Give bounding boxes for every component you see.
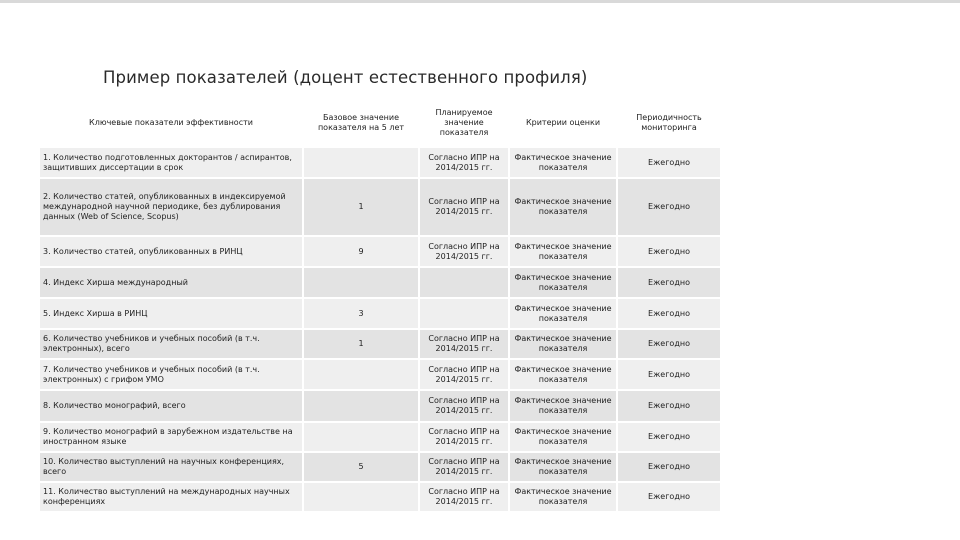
base-value [304,483,418,511]
period-value: Ежегодно [618,148,720,177]
planned-value [420,268,508,297]
base-value: 1 [304,330,418,358]
planned-value: Согласно ИПР на 2014/2015 гг. [420,483,508,511]
criteria-value: Фактическое значение показателя [510,360,616,389]
criteria-value: Фактическое значение показателя [510,179,616,235]
table-row [40,237,720,266]
base-value [304,148,418,177]
table-row [40,330,720,358]
planned-value: Согласно ИПР на 2014/2015 гг. [420,237,508,266]
table-row [40,453,720,481]
period-value: Ежегодно [618,360,720,389]
table-header-row [40,100,720,146]
base-value: 3 [304,299,418,328]
table-row [40,483,720,511]
header-planned: Планируемое значение показателя [420,100,508,146]
indicator-name: 8. Количество монографий, всего [40,391,302,421]
base-value [304,391,418,421]
indicator-name: 1. Количество подготовленных докторантов / аспирантов, защитивших диссертации в срок [40,148,302,177]
table-row [40,148,720,177]
indicator-name: 2. Количество статей, опубликованных в индексируемой международной научной периодике, без дублирования данных (Web of Science, Scopus) [40,179,302,235]
criteria-value: Фактическое значение показателя [510,330,616,358]
planned-value: Согласно ИПР на 2014/2015 гг. [420,453,508,481]
planned-value: Согласно ИПР на 2014/2015 гг. [420,391,508,421]
base-value [304,423,418,451]
base-value: 5 [304,453,418,481]
indicator-name: 11. Количество выступлений на международных научных конференциях [40,483,302,511]
header-criteria: Критерии оценки [510,100,616,146]
planned-value: Согласно ИПР на 2014/2015 гг. [420,423,508,451]
planned-value: Согласно ИПР на 2014/2015 гг. [420,179,508,235]
header-indicator: Ключевые показатели эффективности [40,100,302,146]
period-value: Ежегодно [618,179,720,235]
indicator-name: 7. Количество учебников и учебных пособий (в т.ч. электронных) с грифом УМО [40,360,302,389]
criteria-value: Фактическое значение показателя [510,237,616,266]
planned-value: Согласно ИПР на 2014/2015 гг. [420,360,508,389]
table-row [40,268,720,297]
period-value: Ежегодно [618,299,720,328]
base-value: 9 [304,237,418,266]
indicator-name: 4. Индекс Хирша международный [40,268,302,297]
planned-value [420,299,508,328]
period-value: Ежегодно [618,330,720,358]
indicator-name: 9. Количество монографий в зарубежном издательстве на иностранном языке [40,423,302,451]
criteria-value: Фактическое значение показателя [510,483,616,511]
criteria-value: Фактическое значение показателя [510,299,616,328]
criteria-value: Фактическое значение показателя [510,391,616,421]
period-value: Ежегодно [618,423,720,451]
planned-value: Согласно ИПР на 2014/2015 гг. [420,330,508,358]
criteria-value: Фактическое значение показателя [510,148,616,177]
table-row [40,179,720,235]
period-value: Ежегодно [618,268,720,297]
planned-value: Согласно ИПР на 2014/2015 гг. [420,148,508,177]
criteria-value: Фактическое значение показателя [510,268,616,297]
indicator-name: 3. Количество статей, опубликованных в РИНЦ [40,237,302,266]
indicator-name: 10. Количество выступлений на научных конференциях, всего [40,453,302,481]
table-row [40,391,720,421]
criteria-value: Фактическое значение показателя [510,453,616,481]
table-row [40,423,720,451]
slide-top-line [0,0,960,3]
base-value [304,268,418,297]
period-value: Ежегодно [618,483,720,511]
header-period: Периодичность мониторинга [618,100,720,146]
table-row [40,299,720,328]
header-base: Базовое значение показателя на 5 лет [304,100,418,146]
base-value [304,360,418,389]
period-value: Ежегодно [618,453,720,481]
indicator-name: 5. Индекс Хирша в РИНЦ [40,299,302,328]
criteria-value: Фактическое значение показателя [510,423,616,451]
period-value: Ежегодно [618,391,720,421]
slide-title: Пример показателей (доцент естественного профиля) [103,68,588,87]
table-row [40,360,720,389]
indicator-name: 6. Количество учебников и учебных пособий (в т.ч. электронных), всего [40,330,302,358]
period-value: Ежегодно [618,237,720,266]
indicators-table [38,98,722,513]
base-value: 1 [304,179,418,235]
